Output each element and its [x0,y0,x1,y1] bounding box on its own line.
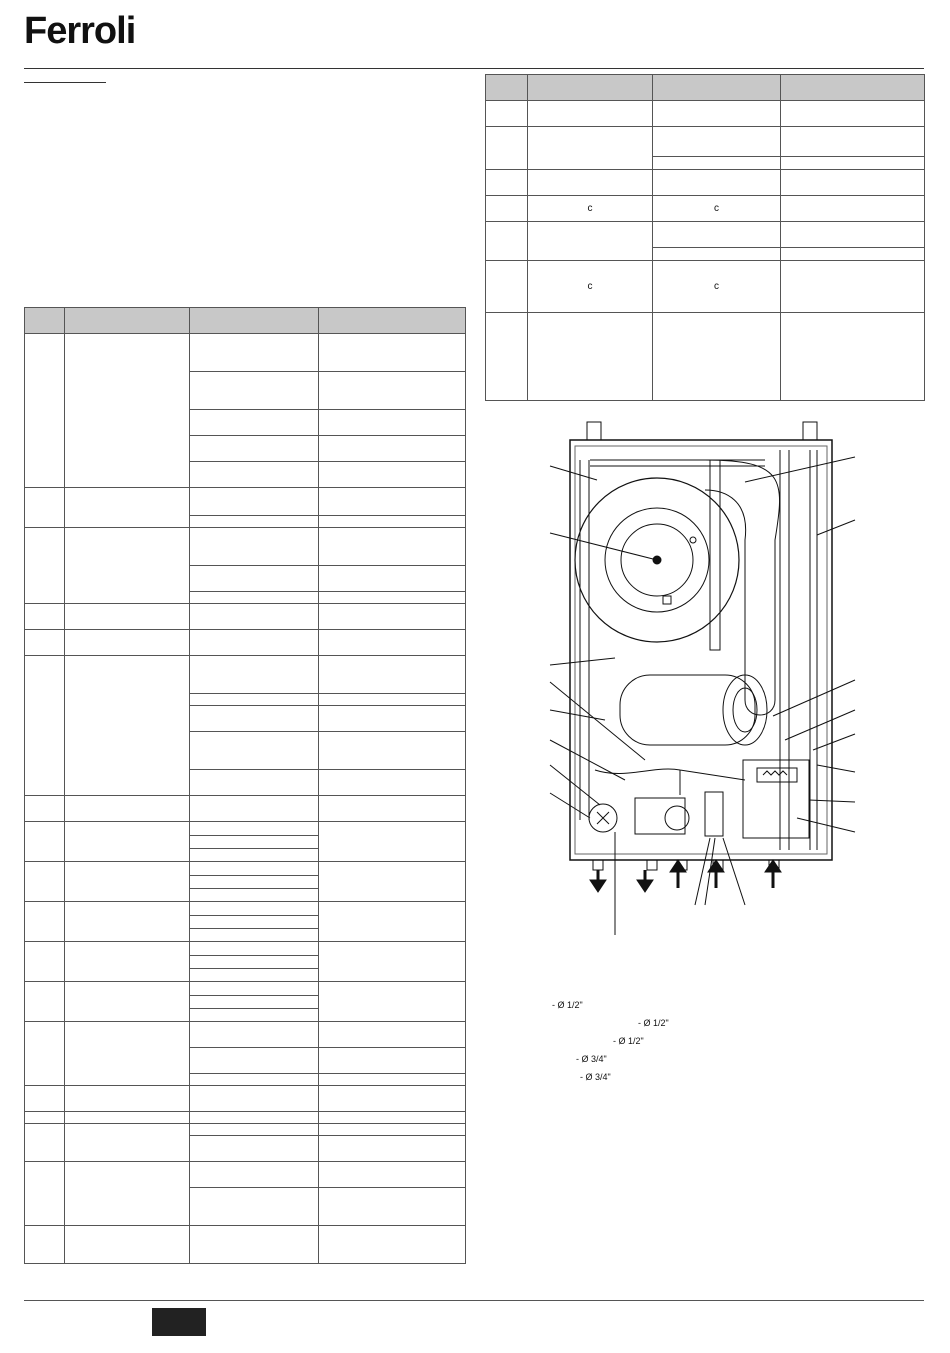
table-row [25,862,466,876]
table-row [25,488,466,516]
left-spec-table [24,307,466,1264]
right-table-symbol: c [653,196,781,222]
right-table-symbol: c [653,261,781,313]
right-table-symbol: c [528,196,653,222]
table-row [25,1086,466,1112]
connection-size-1: - Ø 1/2" [552,1000,583,1010]
table-header-row [25,308,466,334]
connection-size-4: - Ø 3/4" [576,1054,607,1064]
connection-size-3: - Ø 1/2" [613,1036,644,1046]
section-title-underline [24,82,106,83]
table-row [486,222,925,248]
table-row [25,1226,466,1264]
table-row [25,1124,466,1136]
table-row [25,1162,466,1188]
right-table-symbol: c [528,261,653,313]
table-row [25,630,466,656]
connection-sizes [552,996,669,1086]
ferroli-logo: Ferroli [24,10,136,52]
table-row [486,127,925,157]
header-rule [24,68,924,69]
right-spec-table [485,74,925,401]
table-header-row [486,75,925,101]
table-row [25,796,466,822]
table-row [25,604,466,630]
table-row [486,196,925,222]
table-row [486,170,925,196]
table-row [486,313,925,401]
footer-rule [24,1300,924,1301]
table-row [25,982,466,996]
table-row [25,334,466,372]
page-number-badge [152,1308,206,1336]
table-row [25,1112,466,1124]
table-row [25,902,466,916]
table-row [486,101,925,127]
table-row [25,1022,466,1048]
table-row [25,942,466,956]
boiler-internal-diagram [545,420,857,940]
table-row [25,822,466,836]
table-row [486,261,925,313]
connection-size-5: - Ø 3/4" [580,1072,611,1082]
table-row [25,656,466,694]
table-row [25,528,466,566]
connection-size-2: - Ø 1/2" [638,1018,669,1028]
